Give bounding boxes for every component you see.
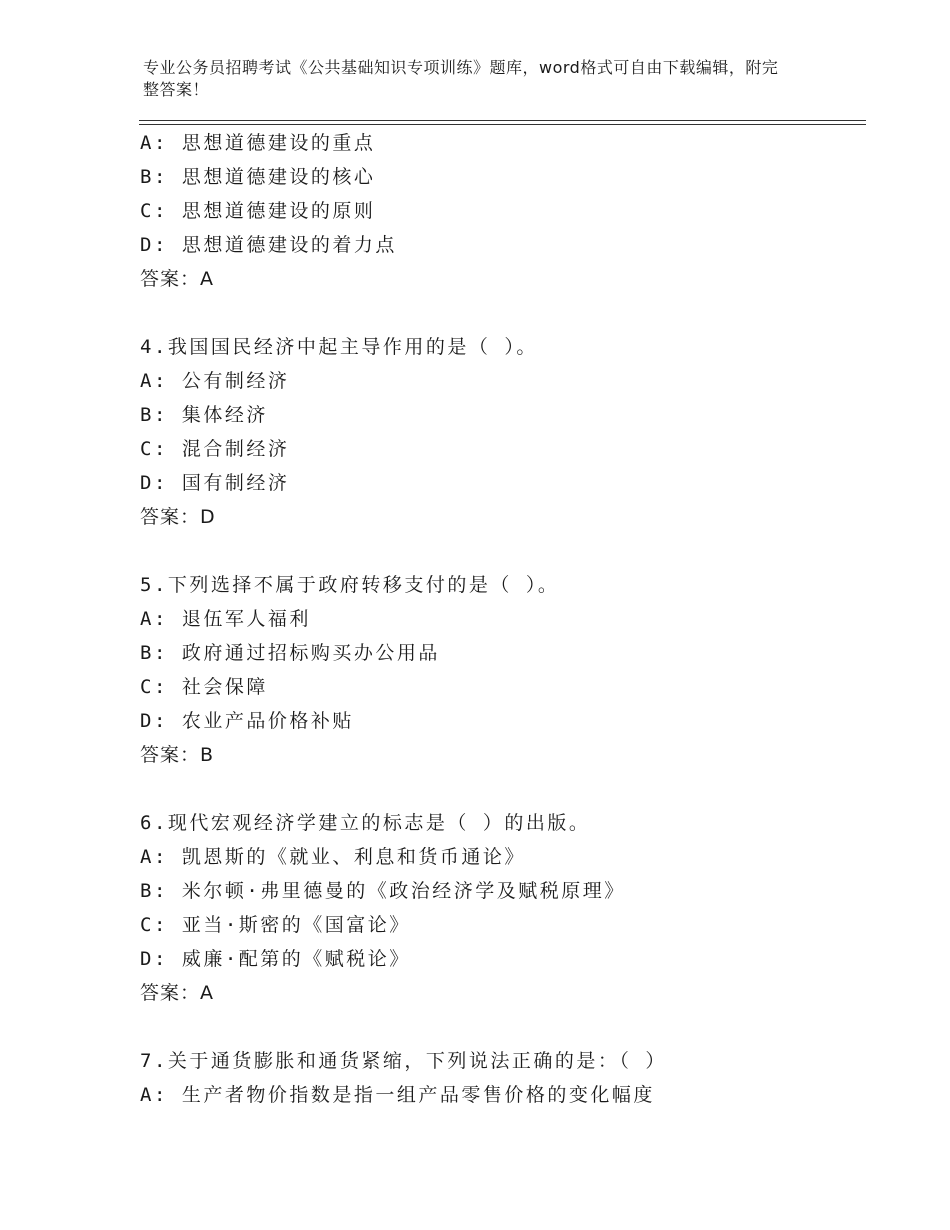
spacer (140, 772, 860, 806)
question-3 (140, 126, 860, 296)
option-d: D: 思想道德建设的着力点 (140, 234, 397, 256)
option-c: C: 混合制经济 (140, 438, 290, 460)
option-b: B: 思想道德建设的核心 (140, 166, 376, 188)
question-stem: 5.下列选择不属于政府转移支付的是（ ）。 (140, 574, 560, 596)
option-b: B: 米尔顿·弗里德曼的《政治经济学及赋税原理》 (140, 880, 626, 902)
option-d: D: 国有制经济 (140, 472, 290, 494)
question-4 (140, 330, 860, 534)
option-c: C: 亚当·斯密的《国富论》 (140, 914, 411, 936)
question-content (140, 126, 860, 1112)
option-a: A: 退伍军人福利 (140, 608, 311, 630)
question-6 (140, 806, 860, 1010)
option-a: A: 凯恩斯的《就业、利息和货币通论》 (140, 846, 526, 868)
spacer (140, 1010, 860, 1044)
option-a: A: 公有制经济 (140, 370, 290, 392)
question-stem: 6.现代宏观经济学建立的标志是（ ）的出版。 (140, 812, 591, 834)
question-stem: 4.我国国民经济中起主导作用的是（ ）。 (140, 336, 538, 358)
option-c: C: 社会保障 (140, 676, 268, 698)
question-7 (140, 1044, 860, 1112)
answer: 答案：A (140, 268, 214, 290)
spacer (140, 296, 860, 330)
option-d: D: 威廉·配第的《赋税论》 (140, 948, 411, 970)
answer: 答案：B (140, 744, 215, 766)
question-stem: 7.关于通货膨胀和通货紧缩，下列说法正确的是：（ ） (140, 1050, 667, 1072)
option-d: D: 农业产品价格补贴 (140, 710, 354, 732)
option-b: B: 政府通过招标购买办公用品 (140, 642, 440, 664)
option-c: C: 思想道德建设的原则 (140, 200, 376, 222)
question-5 (140, 568, 860, 772)
document-header: 专业公务员招聘考试《公共基础知识专项训练》题库，word格式可自由下载编辑，附完整答案！ (143, 58, 779, 99)
header-rule (139, 120, 866, 125)
option-b: B: 集体经济 (140, 404, 268, 426)
answer: 答案：A (140, 982, 214, 1004)
option-a: A: 生产者物价指数是指一组产品零售价格的变化幅度 (140, 1084, 655, 1106)
answer: 答案：D (140, 506, 216, 528)
option-a: A: 思想道德建设的重点 (140, 132, 376, 154)
spacer (140, 534, 860, 568)
